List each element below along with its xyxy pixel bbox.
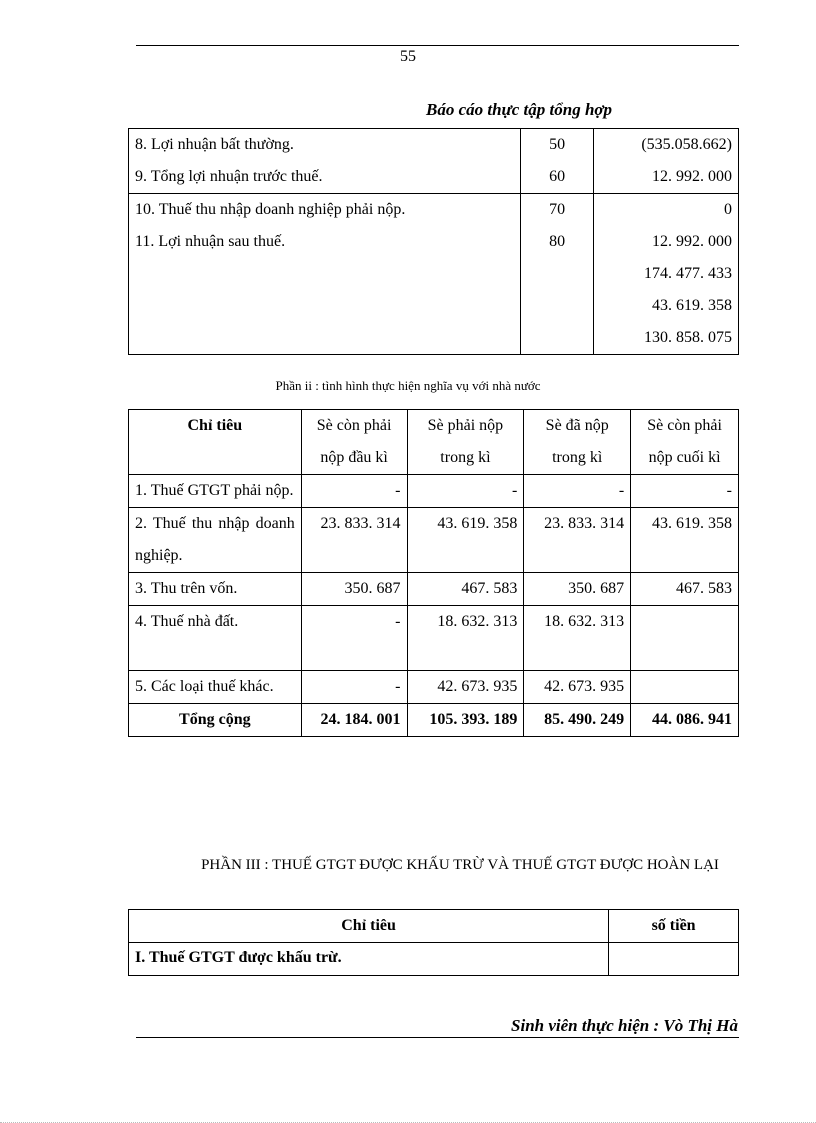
cell: 43. 619. 358 bbox=[407, 508, 524, 573]
cell: 42. 673. 935 bbox=[407, 671, 524, 704]
label-line: 9. Tổng lợi nhuận trước thuế. bbox=[135, 168, 323, 185]
cell: 18. 632. 313 bbox=[407, 606, 524, 671]
row-code bbox=[521, 129, 594, 194]
cell: - bbox=[301, 606, 407, 671]
table-header-row bbox=[129, 410, 739, 475]
row-label: 4. Thuế nhà đất. bbox=[129, 606, 302, 671]
row-label: I. Thuế GTGT được khấu trừ. bbox=[129, 943, 609, 976]
label-line: 8. Lợi nhuận bất thường. bbox=[135, 136, 294, 153]
cell: - bbox=[301, 671, 407, 704]
col-header: Chỉ tiêu bbox=[129, 410, 302, 475]
cell: - bbox=[301, 475, 407, 508]
row-code bbox=[521, 194, 594, 355]
footer-author: Sinh viên thực hiện : Vò Thị Hà bbox=[511, 1016, 738, 1035]
label-line: 11. Lợi nhuận sau thuế. bbox=[135, 233, 286, 250]
total-cell: 24. 184. 001 bbox=[301, 704, 407, 737]
total-cell: 44. 086. 941 bbox=[631, 704, 739, 737]
total-cell: 105. 393. 189 bbox=[407, 704, 524, 737]
value-line: 0 bbox=[724, 201, 732, 218]
col-header: Sè còn phải nộp đầu kì bbox=[301, 410, 407, 475]
cell: - bbox=[407, 475, 524, 508]
table-row bbox=[129, 943, 739, 976]
cell bbox=[609, 943, 739, 976]
code-line: 70 bbox=[549, 201, 566, 218]
code-line: 50 bbox=[549, 136, 566, 153]
table-header-row bbox=[129, 910, 739, 943]
section3-title: PHẦN III : THUẾ GTGT ĐƯỢC KHẤU TRỪ VÀ THUẾ GTGT ĐƯỢC HOÀN LẠI bbox=[201, 857, 719, 873]
value-line: 43. 619. 358 bbox=[652, 297, 732, 314]
row-value bbox=[594, 194, 739, 355]
col-header: số tiền bbox=[609, 910, 739, 943]
row-label bbox=[129, 194, 521, 355]
value-line: 12. 992. 000 bbox=[652, 233, 732, 250]
col-header: Sè phải nộp trong kì bbox=[407, 410, 524, 475]
table-row bbox=[129, 606, 739, 671]
col-header: Sè còn phải nộp cuối kì bbox=[631, 410, 739, 475]
footer-rule bbox=[136, 1037, 739, 1038]
cell: - bbox=[631, 475, 739, 508]
cell: 18. 632. 313 bbox=[524, 606, 631, 671]
obligations-table bbox=[128, 409, 739, 737]
value-line: (535.058.662) bbox=[641, 136, 732, 153]
cell: 23. 833. 314 bbox=[301, 508, 407, 573]
table-row bbox=[129, 573, 739, 606]
col-header: Sè đã nộp trong kì bbox=[524, 410, 631, 475]
code-line: 60 bbox=[549, 168, 566, 185]
value-line: 130. 858. 075 bbox=[644, 329, 732, 346]
col-header: Chỉ tiêu bbox=[129, 910, 609, 943]
row-label: 3. Thu trên vốn. bbox=[129, 573, 302, 606]
row-value bbox=[594, 129, 739, 194]
row-label bbox=[129, 129, 521, 194]
value-line: 12. 992. 000 bbox=[652, 168, 732, 185]
table-row bbox=[129, 129, 739, 194]
total-row bbox=[129, 704, 739, 737]
cell: 467. 583 bbox=[407, 573, 524, 606]
page-number: 55 bbox=[400, 48, 416, 65]
header-rule bbox=[136, 45, 739, 46]
cell: 43. 619. 358 bbox=[631, 508, 739, 573]
cell: 350. 687 bbox=[301, 573, 407, 606]
cell: - bbox=[524, 475, 631, 508]
table-row bbox=[129, 194, 739, 355]
vat-table bbox=[128, 909, 739, 976]
cell: 350. 687 bbox=[524, 573, 631, 606]
table-row bbox=[129, 508, 739, 573]
code-line: 80 bbox=[549, 233, 566, 250]
total-cell: 85. 490. 249 bbox=[524, 704, 631, 737]
value-line: 174. 477. 433 bbox=[644, 265, 732, 282]
header-title: Báo cáo thực tập tổng hợp bbox=[426, 100, 613, 119]
row-label: 5. Các loại thuế khác. bbox=[129, 671, 302, 704]
label-line: 10. Thuế thu nhập doanh nghiệp phải nộp. bbox=[135, 201, 406, 218]
cell: 23. 833. 314 bbox=[524, 508, 631, 573]
cell: 42. 673. 935 bbox=[524, 671, 631, 704]
row-label: 2. Thuế thu nhập doanh nghiệp. bbox=[129, 508, 302, 573]
row-label: 1. Thuế GTGT phải nộp. bbox=[129, 475, 302, 508]
section2-title: Phần ii : tình hình thực hiện nghĩa vụ với nhà nước bbox=[275, 378, 541, 393]
table-row bbox=[129, 671, 739, 704]
cell bbox=[631, 671, 739, 704]
cell bbox=[631, 606, 739, 671]
income-table bbox=[128, 128, 739, 355]
table-row bbox=[129, 475, 739, 508]
cell: 467. 583 bbox=[631, 573, 739, 606]
total-label: Tổng cộng bbox=[129, 704, 302, 737]
